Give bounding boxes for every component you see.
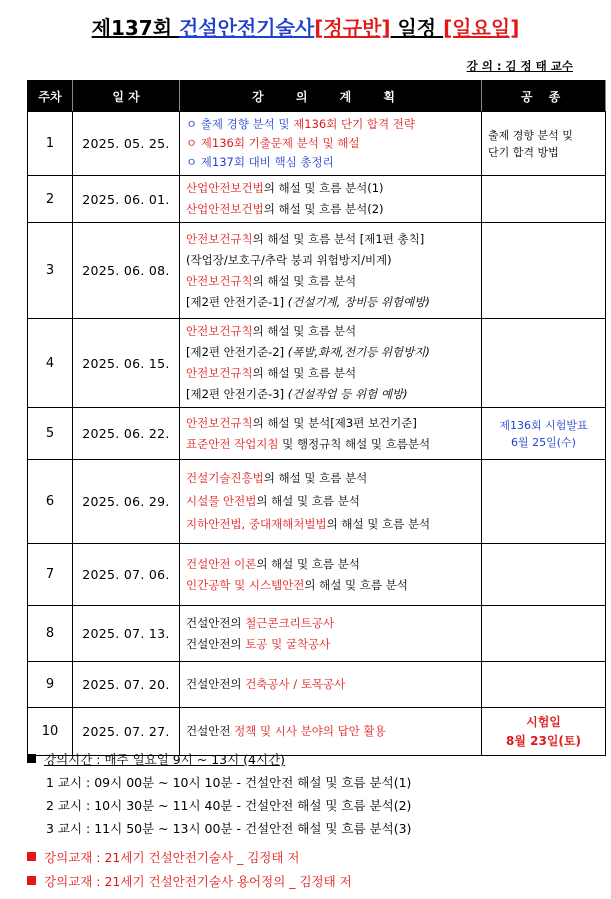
plan-line-highlight: 건설기술진흥법 xyxy=(186,471,264,485)
lecture-plan xyxy=(180,708,482,756)
note-line: 단기 합격 방법 xyxy=(488,145,559,159)
lecture-note xyxy=(482,460,606,544)
lecture-note xyxy=(482,176,606,223)
header-type: 공 종 xyxy=(482,81,606,112)
lecture-date: 2025. 06. 01. xyxy=(73,176,180,223)
title-day: [일요일] xyxy=(443,16,520,40)
header-date: 일 자 xyxy=(73,81,180,112)
table-row xyxy=(28,708,606,756)
session-line: 2 교시 : 10시 30분 ~ 11시 40분 - 건설안전 해설 및 흐름 분석(2) xyxy=(46,798,412,813)
table-row xyxy=(28,544,606,606)
plan-line-highlight: 안전보건규칙 xyxy=(186,415,253,430)
textbook-line xyxy=(27,848,299,866)
plan-line: ㅇ 제136회 기출문제 분석 및 해설 xyxy=(186,136,360,150)
lecture-date: 2025. 06. 22. xyxy=(73,408,180,460)
lecture-note xyxy=(482,544,606,606)
lecture-note xyxy=(482,408,606,460)
lecture-note xyxy=(482,319,606,408)
plan-line: 및 행정규칙 해설 및 흐름분석 xyxy=(278,436,431,451)
lecture-plan xyxy=(180,544,482,606)
plan-line-italic: (건설기계, 장비등 위험예방) xyxy=(287,294,430,309)
lecture-date: 2025. 05. 25. xyxy=(73,112,180,176)
week-number: 3 xyxy=(28,223,73,319)
week-number: 10 xyxy=(28,708,73,756)
schedule-table xyxy=(27,80,606,756)
table-row xyxy=(28,408,606,460)
plan-line: 의 해설 및 분석[제3편 보건기준] xyxy=(252,415,417,430)
plan-line: [제2편 안전기준-3] xyxy=(186,387,288,401)
header-plan: 강 의 계 획 xyxy=(180,81,482,112)
plan-line: 의 해설 및 흐름 분석 [제1편 총칙] xyxy=(252,231,425,246)
plan-line: (작업장/보호구/추락 붕괴 위험방지/비계) xyxy=(186,252,392,267)
lecture-plan xyxy=(180,176,482,223)
plan-line: 의 해설 및 흐름 분석 xyxy=(304,577,408,592)
plan-line-highlight: 철근콘크리트공사 xyxy=(245,615,335,630)
instructor-label: 강 의 : 김 정 태 교수 xyxy=(466,59,573,73)
title-class: [정규반] xyxy=(314,16,391,40)
plan-line: 의 해설 및 흐름 분석 xyxy=(252,273,357,288)
week-number: 9 xyxy=(28,662,73,708)
title-round: 제137회 xyxy=(91,16,180,40)
lecture-plan xyxy=(180,606,482,662)
lecture-note xyxy=(482,662,606,708)
week-number: 4 xyxy=(28,319,73,408)
plan-line-italic: (건설작업 등 위험 예방) xyxy=(287,387,408,401)
plan-line: 의 해설 및 흐름 분석 xyxy=(252,366,357,380)
note-line: 시험일 xyxy=(526,714,561,729)
plan-line: 의 해설 및 흐름 분석(2) xyxy=(263,202,384,216)
week-number: 6 xyxy=(28,460,73,544)
plan-line: 의 해설 및 흐름 분석 xyxy=(256,494,360,508)
lecture-date: 2025. 07. 13. xyxy=(73,606,180,662)
lecture-time-title xyxy=(27,750,285,768)
lecture-plan xyxy=(180,408,482,460)
table-header-row xyxy=(28,81,606,112)
plan-line: 건설안전의 xyxy=(186,636,246,651)
plan-line-highlight: 산업안전보건법 xyxy=(186,181,264,195)
plan-line: 의 해설 및 흐름 분석 xyxy=(326,517,431,531)
plan-line-highlight: 지하안전법, 중대재해처벌법 xyxy=(186,517,327,531)
plan-line-highlight: 인간공학 및 시스템안전 xyxy=(186,577,305,592)
plan-line: 의 해설 및 흐름 분석 xyxy=(263,471,368,485)
table-row xyxy=(28,606,606,662)
week-number: 7 xyxy=(28,544,73,606)
title-schedule: 일정 xyxy=(390,16,444,40)
plan-line-highlight: 정책 및 시사 분야의 답안 활용 xyxy=(234,724,386,738)
note-line: 제136회 시험발표 xyxy=(499,418,588,432)
week-number: 8 xyxy=(28,606,73,662)
note-line: 6월 25일(수) xyxy=(511,435,576,449)
session-line: 1 교시 : 09시 00분 ~ 10시 10분 - 건설안전 해설 및 흐름 분석(1) xyxy=(46,775,412,790)
plan-line: [제2편 안전기준-1] xyxy=(186,294,288,309)
table-row xyxy=(28,223,606,319)
textbook-text: 강의교재 : 21세기 건설안전기술사 _ 김정태 저 xyxy=(44,850,300,865)
plan-line-italic: (폭발,화재,전기등 위험방지) xyxy=(287,345,430,359)
textbook-text: 강의교재 : 21세기 건설안전기술사 용어정의 _ 김정태 저 xyxy=(44,874,352,889)
lecture-plan xyxy=(180,112,482,176)
table-row xyxy=(28,460,606,544)
plan-line: 의 해설 및 흐름 분석 xyxy=(256,556,360,571)
plan-line: 의 해설 및 흐름 분석 xyxy=(252,324,357,338)
plan-line: 건설안전의 xyxy=(186,677,246,691)
table-row xyxy=(28,112,606,176)
note-line: 출제 경향 분석 및 xyxy=(488,128,573,142)
plan-line-highlight: 표준안전 작업지침 xyxy=(186,436,279,451)
lecture-plan xyxy=(180,662,482,708)
plan-line-highlight: 건설안전 이론 xyxy=(186,556,257,571)
plan-line-highlight: 건축공사 / 토목공사 xyxy=(245,677,346,691)
week-number: 1 xyxy=(28,112,73,176)
textbook-line xyxy=(27,872,352,890)
square-bullet-icon xyxy=(27,876,36,885)
title-subject: 건설안전기술사 xyxy=(179,16,315,40)
plan-line-highlight: 안전보건규칙 xyxy=(186,324,253,338)
lecture-date: 2025. 06. 15. xyxy=(73,319,180,408)
note-line: 8월 23일(토) xyxy=(506,733,581,748)
plan-line-highlight: 안전보건규칙 xyxy=(186,366,253,380)
lecture-note xyxy=(482,606,606,662)
lecture-date: 2025. 06. 08. xyxy=(73,223,180,319)
lecture-plan xyxy=(180,460,482,544)
plan-line: ㅇ 제137회 대비 핵심 총정리 xyxy=(186,155,334,169)
week-number: 5 xyxy=(28,408,73,460)
header-week: 주차 xyxy=(28,81,73,112)
plan-line: [제2편 안전기준-2] xyxy=(186,345,288,359)
lecture-plan xyxy=(180,223,482,319)
session-line: 3 교시 : 11시 50분 ~ 13시 00분 - 건설안전 해설 및 흐름 분석(3) xyxy=(46,821,412,836)
plan-line: 건설안전 xyxy=(186,724,235,738)
plan-line-highlight: 시설물 안전법 xyxy=(186,494,257,508)
plan-line-highlight: 제136회 단기 합격 전략 xyxy=(293,117,415,131)
square-bullet-icon xyxy=(27,852,36,861)
plan-line-highlight: 안전보건규칙 xyxy=(186,273,253,288)
table-row xyxy=(28,662,606,708)
table-row xyxy=(28,319,606,408)
table-row xyxy=(28,176,606,223)
plan-line: 의 해설 및 흐름 분석(1) xyxy=(263,181,384,195)
lecture-date: 2025. 06. 29. xyxy=(73,460,180,544)
lecture-note xyxy=(482,708,606,756)
week-number: 2 xyxy=(28,176,73,223)
lecture-date: 2025. 07. 27. xyxy=(73,708,180,756)
lecture-date: 2025. 07. 20. xyxy=(73,662,180,708)
page-title xyxy=(0,12,611,41)
plan-line-highlight: 안전보건규칙 xyxy=(186,231,253,246)
plan-line-highlight: 산업안전보건법 xyxy=(186,202,264,216)
plan-line-highlight: 토공 및 굴착공사 xyxy=(245,636,331,651)
plan-line: ㅇ 출제 경향 분석 및 xyxy=(186,117,294,131)
lecture-note xyxy=(482,223,606,319)
lecture-date: 2025. 07. 06. xyxy=(73,544,180,606)
square-bullet-icon xyxy=(27,754,36,763)
lecture-plan xyxy=(180,319,482,408)
plan-line: 건설안전의 xyxy=(186,615,246,630)
lecture-note xyxy=(482,112,606,176)
lecture-time-text: 강의시간 : 매주 일요일 9시 ~ 13시 (4시간) xyxy=(44,752,286,767)
